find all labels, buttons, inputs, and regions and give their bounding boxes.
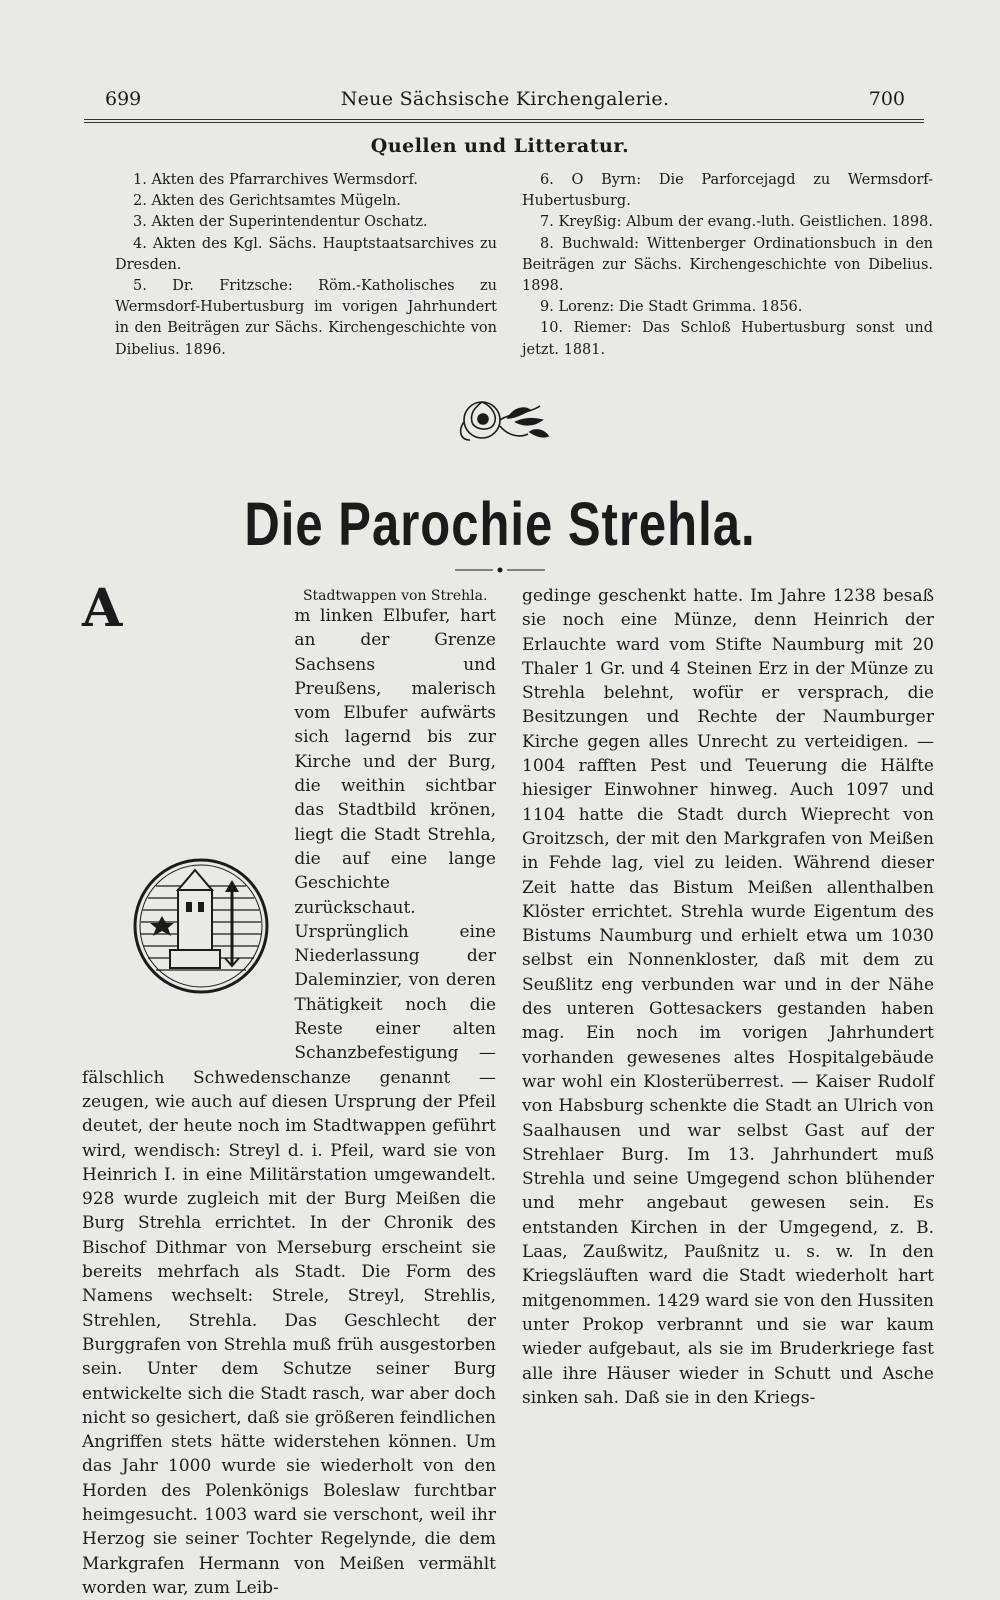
running-title: Neue Sächsische Kirchengalerie. — [340, 88, 670, 110]
coat-of-arms-caption: Stadtwappen von Strehla. — [302, 588, 488, 604]
article-title: Die Parochie Strehla. — [244, 491, 756, 559]
source-entry: 10. Riemer: Das Schloß Hubertusburg sonst und jetzt. 1881. — [522, 320, 933, 358]
page-number-left: 699 — [105, 88, 142, 110]
source-entry: 5. Dr. Fritzsche: Röm.-Katholisches zu Wermsdorf-Hubertusburg im vorigen Jahrhundert in den Beiträgen zur Sächs. Kirchengeschichte von Dibelius. 1896. — [115, 278, 497, 358]
source-entry: 1. Akten des Pfarrarchives Wermsdorf. — [133, 172, 418, 188]
header-rule — [84, 119, 924, 120]
source-entry: 2. Akten des Gerichtsamtes Mügeln. — [133, 193, 401, 210]
source-entry: 6. O Byrn: Die Parforcejagd zu Wermsdorf-Hubertusburg. — [522, 172, 933, 210]
source-entry: 9. Lorenz: Die Stadt Grimma. 1856. — [540, 299, 803, 316]
rose-ornament-icon — [450, 392, 560, 448]
sources-left-column — [115, 170, 497, 361]
coat-of-arms-icon — [126, 846, 276, 1016]
header-rule-thin — [84, 122, 924, 123]
article-paragraph: gedinge geschenkt hatte. Im Jahre 1238 besaß sie noch eine Münze, denn Heinrich der Erlauchte ward vom Stifte Naumburg mit 20 Thaler 1 Gr. und 4 Steinen Erz in der Münze zu Strehla belehnt, wofür er versprach, die Besitzungen und Rechte der Naumburger Kirche gegen alles Unrecht zu verteidigen. — 1004 rafften Pest und Teuerung die Hälfte hiesiger Einwohner hinweg. Auch 1097 und 1104 hatte die Stadt durch Wieprecht von Groitzsch, der mit den Markgrafen von Meißen in Fehde lag, viel zu leiden. Während dieser Zeit hatte das Bistum Meißen allenthalben Klöster errichtet. Strehla wurde Eigentum des Bistums Naumburg und erhielt etwa um 1030 selbst ein Nonnenkloster, daß mit dem zu Seußlitz eng verbunden war und in der Nähe des unteren Gottesackers gestanden haben mag. Ein noch im vorigen Jahrhundert vorhanden gewesenes altes Hospitalgebäude war wohl ein Klosterüberrest. — Kaiser Rudolf von Habsburg schenkte die Stadt an Ulrich von Saalhausen und war selbst Gast auf der Strehlaer Burg. Im 13. Jahrhundert muß Strehla und seine Umgegend schon blühender und mehr angebaut gewesen sein. Es entstanden Kirchen in der Umgegend, z. B. Laas, Zaußwitz, Paußnitz u. s. w. In den Kriegsläuften ward die Stadt wiederholt hart mitgenommen. 1429 ward sie von den Hussiten unter Prokop verbrannt und sie war kaum wieder aufgebaut, als sie im Bruderkriege fast alle ihre Häuser wieder in Schutt und Asche sinken sah. Daß sie in den Kriegs- — [522, 586, 934, 1408]
sources-right-column — [522, 170, 933, 361]
source-entry: 4. Akten des Kgl. Sächs. Hauptstaatsarchives zu Dresden. — [115, 235, 497, 273]
sources-heading: Quellen und Litteratur. — [370, 135, 630, 157]
source-entry: 8. Buchwald: Wittenberger Ordinationsbuch in den Beiträgen zur Sächs. Kirchengeschichte von Dibelius. 1898. — [522, 235, 933, 295]
title-divider — [455, 566, 545, 574]
article-left-column — [82, 578, 496, 1598]
source-entry: 7. Kreyßig: Album der evang.-luth. Geistlichen. 1898. — [540, 214, 933, 231]
page-number-right: 700 — [868, 88, 905, 110]
drop-cap: A — [82, 578, 123, 639]
coat-of-arms-figure — [126, 846, 284, 1062]
running-header — [105, 88, 905, 114]
article-right-column — [522, 584, 934, 1408]
article-text: m linken Elbufer, hart an der Grenze Sachsens und Preußens, malerisch vom Elbufer aufwärts sich lagernd bis zur Kirche und der Burg, die weithin sichtbar das Stadtbild krönen, liegt die Stadt Strehla, die auf eine lange Geschichte zurückschaut. Ursprünglich eine Niederlassung der Daleminzier, von deren Thätigkeit noch die Reste einer alten Schanzbefestigung — fälschlich Schwedenschanze genannt — zeugen, wie auch auf diesen Ursprung der Pfeil deutet, der heute noch im Stadtwappen geführt wird, wendisch: Streyl d. i. Pfeil, ward sie von Heinrich I. in eine Militärstation umgewandelt. 928 wurde zugleich mit der Burg Meißen die Burg Strehla errichtet. In der Chronik des Bischof Dithmar von Merseburg erscheint sie bereits mehrfach als Stadt. Die Form des Namens wechselt: Strele, Streyl, Strehlis, Strehlen, Strehla. Das Geschlecht der Burggrafen von Strehla muß früh ausgestorben sein. Unter dem Schutze seiner Burg entwickelte sich die Stadt rasch, war aber doch nicht so gesichert, daß sie größeren feindlichen Angriffen stets hätte widerstehen können. Um das Jahr 1000 wurde sie wiederholt von den Horden des Polenkönigs Boleslaw furchtbar heimgesucht. 1003 ward sie verschont, weil ihr Herzog sie seiner Tochter Regelynde, die dem Markgrafen Hermann von Meißen vermählt worden war, zum Leib- — [82, 606, 496, 1598]
source-entry: 3. Akten der Superintendentur Oschatz. — [133, 214, 428, 231]
